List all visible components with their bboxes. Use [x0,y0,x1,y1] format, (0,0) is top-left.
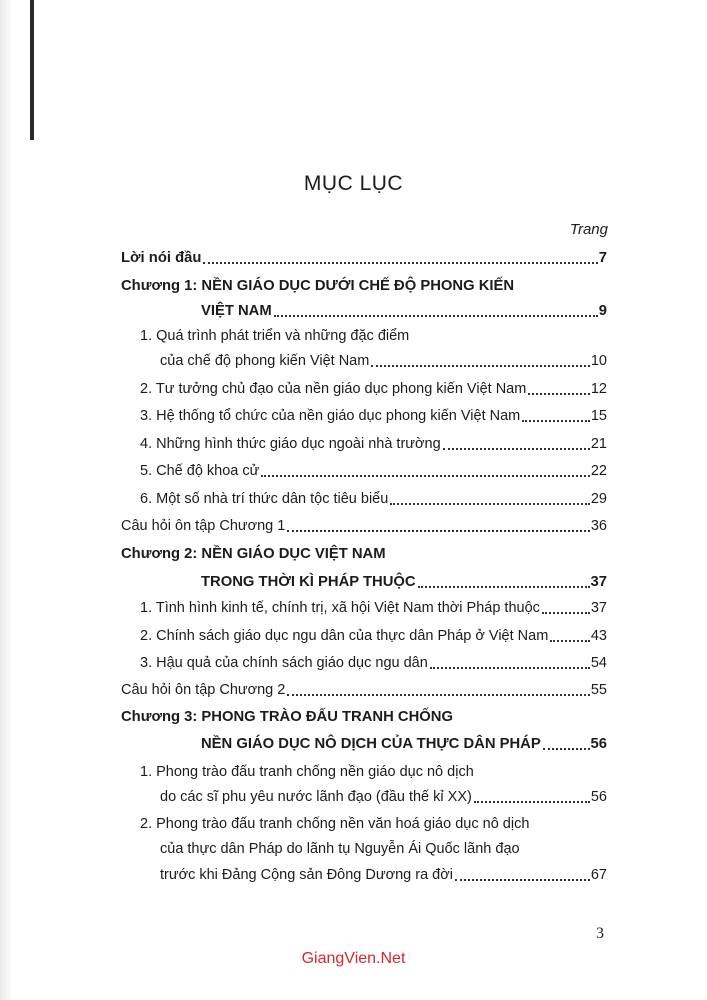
toc-entry-1-3[interactable] [140,407,607,425]
toc-entry-label: 4. Những hình thức giáo dục ngoài nhà trường [140,436,441,452]
toc-entry-label: của chế độ phong kiến Việt Nam [160,353,370,369]
toc-entry-page: 12 [590,381,607,397]
toc-entry-label: 2. Chính sách giáo dục ngu dân của thực dân Pháp ở Việt Nam [140,628,549,644]
toc-entry-2-1[interactable] [140,599,607,617]
dot-leader [522,419,590,422]
toc-entry-preface[interactable] [121,249,607,267]
toc-entry-label: 2. Tư tưởng chủ đạo của nền giáo dục phong kiến Việt Nam [140,381,527,397]
toc-entry-page: 37 [590,574,607,590]
toc-entry-label: Câu hỏi ôn tập Chương 1 [121,518,286,534]
dot-leader [542,611,590,614]
dot-leader [287,529,590,532]
toc-entry-page: 43 [590,628,607,644]
toc-entry-3-2-line2[interactable]: của thực dân Pháp do lãnh tụ Nguyễn Ái Quốc lãnh đạo [160,841,520,857]
toc-entry-label: Câu hỏi ôn tập Chương 2 [121,682,286,698]
toc-entry-page: 56 [590,789,607,805]
toc-entry-2-2[interactable] [140,627,607,645]
toc-entry-3-2-line1[interactable]: 2. Phong trào đấu tranh chống nền văn hoá giáo dục nô dịch [140,816,530,832]
toc-entry-2-3[interactable] [140,654,607,672]
toc-entry-page: 9 [598,303,607,319]
toc-entry-page: 67 [590,867,607,883]
toc-entry-chapter-3[interactable] [201,735,607,753]
toc-entry-label: 6. Một số nhà trí thức dân tộc tiêu biểu [140,491,389,507]
dot-leader [390,502,590,505]
page-number: 3 [596,925,604,942]
dot-leader [528,392,590,395]
toc-entry-page: 29 [590,491,607,507]
dot-leader [543,747,590,750]
chapter-2-title[interactable]: Chương 2: NỀN GIÁO DỤC VIỆT NAM [121,546,386,562]
toc-entry-label: NỀN GIÁO DỤC NÔ DỊCH CỦA THỰC DÂN PHÁP [201,736,541,752]
toc-entry-label: 3. Hệ thống tổ chức của nền giáo dục phong kiến Việt Nam [140,408,521,424]
toc-entry-review-2[interactable] [121,681,607,699]
dot-leader [287,693,590,696]
toc-entry-review-1[interactable] [121,517,607,535]
toc-entry-page: 36 [590,518,607,534]
page-title: MỤC LỤC [303,172,404,195]
toc-entry-label: trước khi Đảng Cộng sản Đông Dương ra đời [160,867,453,883]
dot-leader [371,364,590,367]
toc-entry-page: 37 [590,600,607,616]
toc-entry-page: 21 [590,436,607,452]
toc-entry-label: VIỆT NAM [201,303,272,319]
dot-leader [274,314,598,317]
dot-leader [430,666,590,669]
toc-entry-label: do các sĩ phu yêu nước lãnh đạo (đầu thế kỉ XX) [160,789,472,805]
page-column-header: Trang [569,221,608,238]
toc-entry-3-2[interactable] [160,866,607,884]
toc-entry-1-2[interactable] [140,380,607,398]
toc-entry-page: 10 [590,353,607,369]
toc-entry-1-1[interactable] [160,352,607,370]
toc-entry-page: 56 [590,736,607,752]
dot-leader [550,639,590,642]
toc-entry-chapter-1[interactable] [201,302,607,320]
chapter-3-title[interactable]: Chương 3: PHONG TRÀO ĐẤU TRANH CHỐNG [121,709,453,725]
toc-entry-1-4[interactable] [140,435,607,453]
toc-entry-page: 55 [590,682,607,698]
toc-entry-3-1-line1[interactable]: 1. Phong trào đấu tranh chống nền giáo dục nô dịch [140,764,474,780]
dot-leader [474,800,590,803]
dot-leader [455,878,590,881]
toc-entry-page: 54 [590,655,607,671]
toc-entry-label: TRONG THỜI KÌ PHÁP THUỘC [201,574,416,590]
toc-entry-label: 3. Hậu quả của chính sách giáo dục ngu dân [140,655,428,671]
toc-entry-label: 1. Tình hình kinh tế, chính trị, xã hội Việt Nam thời Pháp thuộc [140,600,540,616]
dot-leader [418,585,590,588]
toc-entry-3-1[interactable] [160,788,607,806]
dot-leader [443,447,590,450]
toc-entry-label: Lời nói đầu [121,250,202,266]
watermark: GiangVien.Net [301,950,406,967]
toc-entry-page: 22 [590,463,607,479]
chapter-1-title[interactable]: Chương 1: NỀN GIÁO DỤC DƯỚI CHẾ ĐỘ PHONG KIẾN [121,278,515,294]
toc-entry-page: 7 [598,250,607,266]
toc-entry-1-1-line1[interactable]: 1. Quá trình phát triển và những đặc điểm [140,328,410,344]
dot-leader [203,261,597,264]
dot-leader [261,474,590,477]
toc-entry-1-6[interactable] [140,490,607,508]
toc-entry-page: 15 [590,408,607,424]
toc-entry-chapter-2[interactable] [201,573,607,591]
toc-entry-label: 5. Chế độ khoa cử [140,463,260,479]
toc-entry-1-5[interactable] [140,462,607,480]
